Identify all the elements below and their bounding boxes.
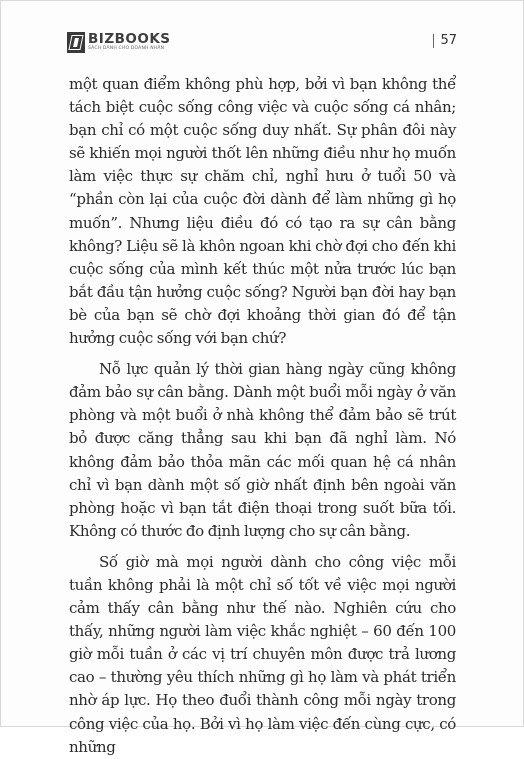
logo-text — [88, 30, 171, 52]
page-header — [1, 1, 523, 61]
publisher-logo — [67, 30, 171, 54]
page-body — [69, 73, 456, 759]
brand-tagline: SÁCH DÀNH CHO DOANH NHÂN — [88, 46, 165, 51]
paragraph-1: một quan điểm không phù hợp, bởi vì bạn không thể tách biệt cuộc sống công việc và cuộc sống cá nhân; bạn chỉ có một cuộc sống duy nhất. Sự phân đôi này sẽ khiến mọi người thốt lên những điều như họ muốn làm việc thực sự chăm chỉ, nghỉ hưu ở tuổi 50 và “phần còn lại của cuộc đời dành để làm những gì họ muốn”. Nhưng liệu điều đó có tạo ra sự cân bằng không? Liệu sẽ là khôn ngoan khi chờ đợi cho đến khi cuộc sống của mình kết thúc một nửa trước lúc bạn bắt đầu tận hưởng cuộc sống? Người bạn đời hay bạn bè của bạn sẽ chờ đợi khoảng thời gian đó để tận hưởng cuộc sống với bạn chứ? — [69, 75, 456, 348]
paragraph-3: Số giờ mà mọi người dành cho công việc mỗi tuần không phải là một chỉ số tốt về việc mọi người cảm thấy cân bằng như thế nào. Nghiên cứu cho thấy, những người làm việc khắc nghiệt – 60 đến 100 giờ mỗi tuần ở các vị trí chuyên môn được trả lương cao – thường yêu thích những gì họ làm và phát triển nhờ áp lực. Họ theo đuổi thành công mỗi ngày trong công việc của họ. Bởi vì họ làm việc đến cùng cực, có những — [69, 552, 456, 756]
page-number-divider — [433, 34, 434, 48]
bizbooks-logo-icon — [67, 32, 85, 53]
brand-name: BIZBOOKS — [88, 30, 171, 47]
page-number — [433, 33, 457, 48]
paragraph-2: Nỗ lực quản lý thời gian hàng ngày cũng không đảm bảo sự cân bằng. Dành một buổi mỗi ngày ở văn phòng và một buổi ở nhà không thể đảm bảo sẽ trút bỏ được căng thẳng sau khi bạn đã nghỉ làm. Nó không đảm bảo thỏa mãn các mối quan hệ cá nhân chỉ vì bạn dành một số giờ nhất định bên ngoài văn phòng hoặc vì bạn tắt điện thoại trong suốt bữa tối. Không có thước đo định lượng cho sự cân bằng. — [69, 360, 456, 540]
page-number-value: 57 — [440, 33, 457, 48]
